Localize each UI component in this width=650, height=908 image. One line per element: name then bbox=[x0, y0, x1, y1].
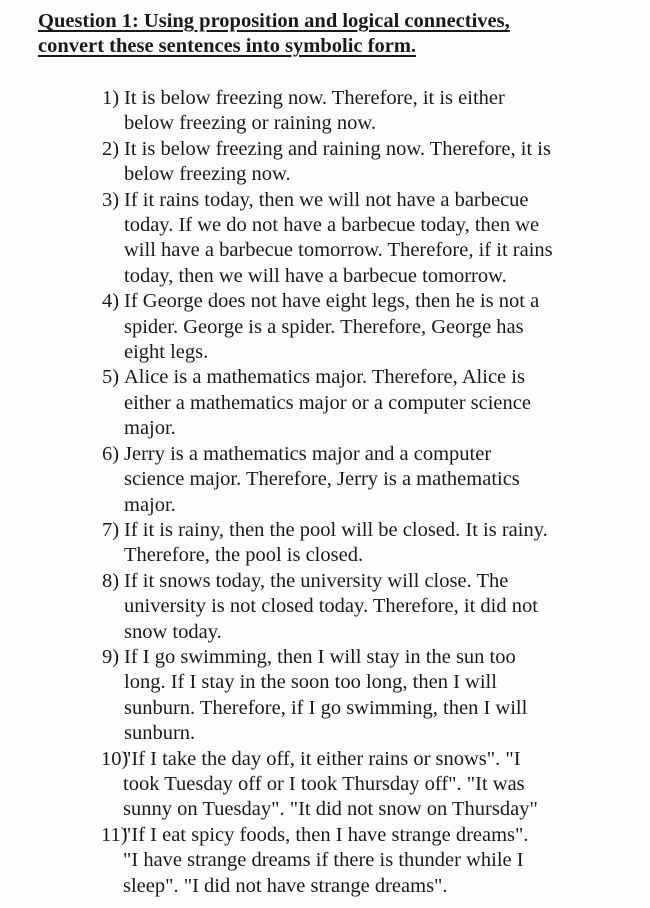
item-text-line: eight legs. bbox=[124, 341, 209, 364]
item-number: 2) bbox=[102, 137, 120, 160]
item-number: 1) bbox=[102, 87, 120, 109]
item-text-line: If it snows today, the university will close. The bbox=[124, 569, 509, 592]
list-item bbox=[102, 518, 602, 569]
list-item bbox=[102, 747, 602, 823]
item-text-line: major. bbox=[124, 417, 176, 440]
item-number: 9) bbox=[102, 645, 120, 668]
item-text-line: "I have strange dreams if there is thunder while I bbox=[123, 849, 524, 872]
item-text-line: Therefore, the pool is closed. bbox=[124, 544, 364, 567]
item-text-line: snow today. bbox=[124, 620, 222, 643]
item-text-line: It is below freezing now. Therefore, it is either bbox=[124, 87, 505, 109]
item-number: 7) bbox=[102, 518, 120, 541]
item-text-line: long. If I stay in the soon too long, then I will bbox=[124, 671, 497, 694]
item-text-line: sunburn. Therefore, if I go swimming, then I will bbox=[124, 696, 528, 719]
item-text bbox=[124, 86, 594, 137]
item-text-line: It is below freezing and raining now. Therefore, it is bbox=[124, 137, 551, 160]
item-number: 8) bbox=[102, 569, 120, 592]
item-text-line: sleep". "I did not have strange dreams". bbox=[123, 874, 448, 897]
item-text-line: "If I take the day off, it either rains or snows". "I bbox=[123, 747, 521, 770]
item-text-line: If it rains today, then we will not have a barbecue bbox=[124, 188, 529, 211]
list-item bbox=[102, 289, 602, 365]
item-text-line: Jerry is a mathematics major and a computer bbox=[124, 442, 492, 465]
item-text-line: below freezing now. bbox=[124, 163, 291, 186]
item-text-line: science major. Therefore, Jerry is a mathematics bbox=[124, 468, 520, 491]
item-text-line: university is not closed today. Therefore, it did not bbox=[124, 595, 538, 618]
list-item bbox=[102, 442, 602, 518]
item-text bbox=[124, 188, 594, 290]
item-text-line: today, then we will have a barbecue tomorrow. bbox=[124, 264, 507, 287]
item-text-line: took Tuesday off or I took Thursday off". "It was bbox=[123, 772, 525, 795]
list-item bbox=[102, 569, 602, 645]
item-text-line: below freezing or raining now. bbox=[124, 112, 376, 135]
list-item bbox=[102, 365, 602, 441]
item-text-line: If it is rainy, then the pool will be closed. It is rainy. bbox=[124, 518, 548, 541]
item-text-line: Alice is a mathematics major. Therefore, Alice is bbox=[124, 366, 525, 389]
item-text bbox=[123, 747, 593, 823]
item-text bbox=[124, 365, 594, 441]
item-number: 11) bbox=[101, 823, 128, 846]
item-text-line: either a mathematics major or a computer science bbox=[124, 391, 531, 414]
list-item bbox=[102, 188, 602, 290]
item-text bbox=[124, 442, 594, 518]
item-number: 6) bbox=[102, 442, 120, 465]
list-item bbox=[102, 823, 602, 899]
heading-line-2: convert these sentences into symbolic form. bbox=[38, 35, 417, 57]
question-heading bbox=[38, 9, 638, 59]
list-item bbox=[102, 86, 602, 137]
item-text-line: sunburn. bbox=[124, 722, 196, 745]
item-text-line: "If I eat spicy foods, then I have strange dreams". bbox=[123, 823, 529, 846]
item-text bbox=[124, 137, 594, 188]
list-item bbox=[102, 137, 602, 188]
item-number: 5) bbox=[102, 366, 120, 389]
sentence-list bbox=[102, 86, 602, 899]
item-number: 4) bbox=[102, 290, 120, 313]
item-text-line: today. If we do not have a barbecue today, then we bbox=[124, 214, 540, 237]
item-text-line: If I go swimming, then I will stay in the sun too bbox=[124, 645, 516, 668]
item-text bbox=[123, 823, 593, 899]
item-text bbox=[124, 518, 594, 569]
item-text-line: will have a barbecue tomorrow. Therefore, if it rains bbox=[124, 239, 553, 262]
item-text bbox=[124, 289, 594, 365]
item-text-line: If George does not have eight legs, then he is not a bbox=[124, 290, 540, 313]
item-number: 3) bbox=[102, 188, 120, 211]
item-text-line: major. bbox=[124, 493, 176, 516]
item-text bbox=[124, 645, 594, 747]
list-item bbox=[102, 645, 602, 747]
item-number: 10) bbox=[101, 747, 129, 770]
item-text-line: sunny on Tuesday". "It did not snow on Thursday" bbox=[123, 798, 538, 821]
item-text-line: spider. George is a spider. Therefore, George has bbox=[124, 315, 524, 338]
item-text bbox=[124, 569, 594, 645]
heading-line-1: Question 1: Using proposition and logical connectives, bbox=[38, 10, 510, 32]
